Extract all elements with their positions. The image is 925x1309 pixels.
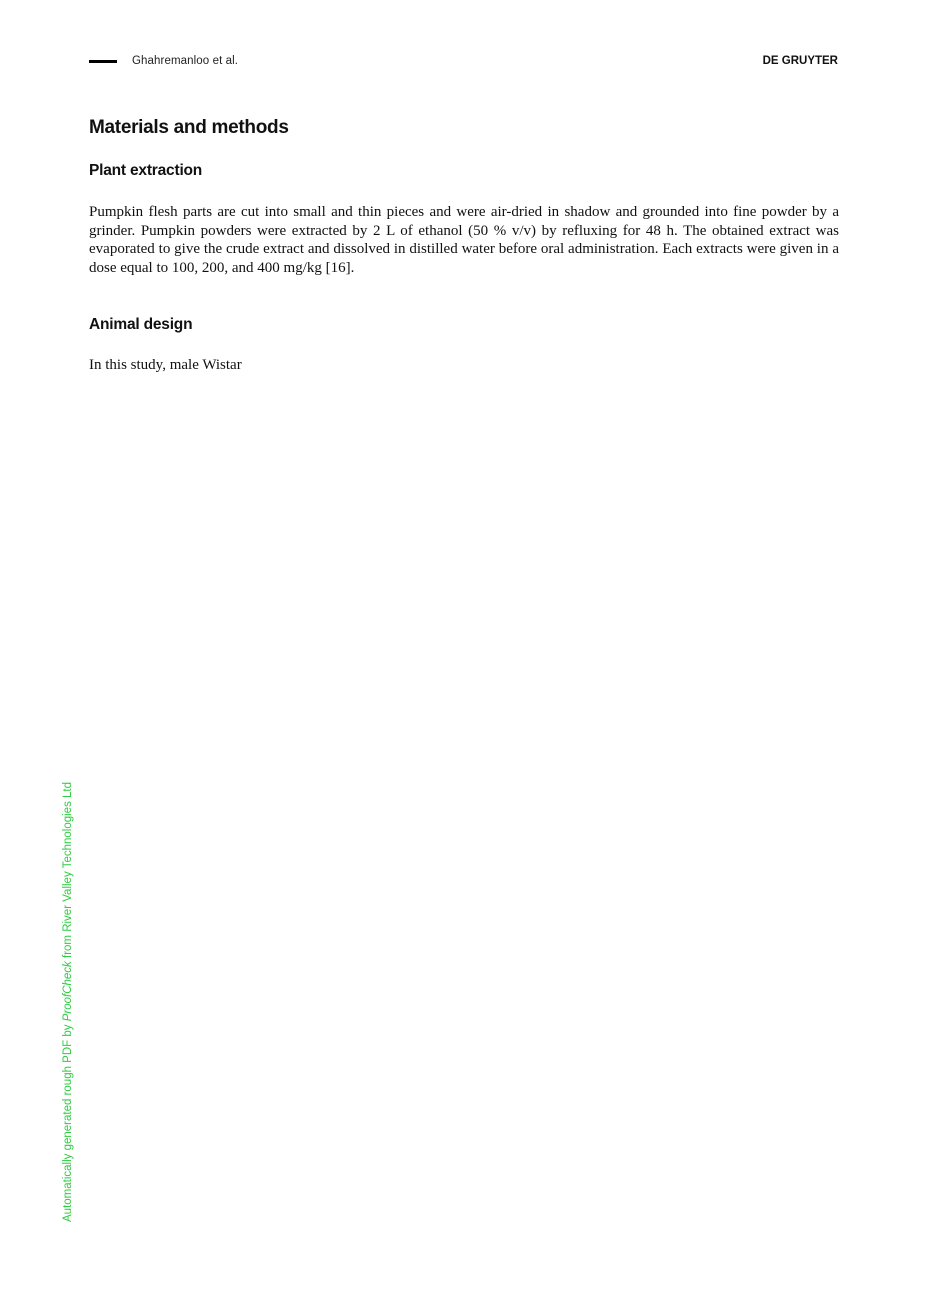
section-title: Materials and methods [89, 117, 289, 138]
watermark-prefix: Automatically generated rough PDF by [62, 1021, 74, 1222]
plant-extraction-paragraph: Pumpkin flesh parts are cut into small and thin pieces and were air-dried in shadow and grounded into fine powder by a grinder. Pumpkin powders were extracted by 2 L of ethanol (50 % v/v) by refluxing for 48 h. The obtained extract was evaporated to give the crude extract and dissolved in distilled water before oral administration. Each extracts were given in a dose equal to 100, 200, and 400 mg/kg [16]. [89, 204, 839, 276]
proofcheck-watermark [62, 782, 74, 1222]
animal-design-paragraph: In this study, male Wistar [89, 357, 242, 373]
publisher-name: DE GRUYTER [762, 55, 838, 67]
plant-extraction-heading: Plant extraction [89, 162, 203, 179]
watermark-product: ProofCheck [62, 961, 74, 1022]
running-head: Ghahremanloo et al. [132, 55, 239, 67]
animal-design-heading: Animal design [89, 316, 193, 333]
watermark-suffix: from River Valley Technologies Ltd [62, 781, 74, 962]
header-rule [89, 60, 117, 63]
